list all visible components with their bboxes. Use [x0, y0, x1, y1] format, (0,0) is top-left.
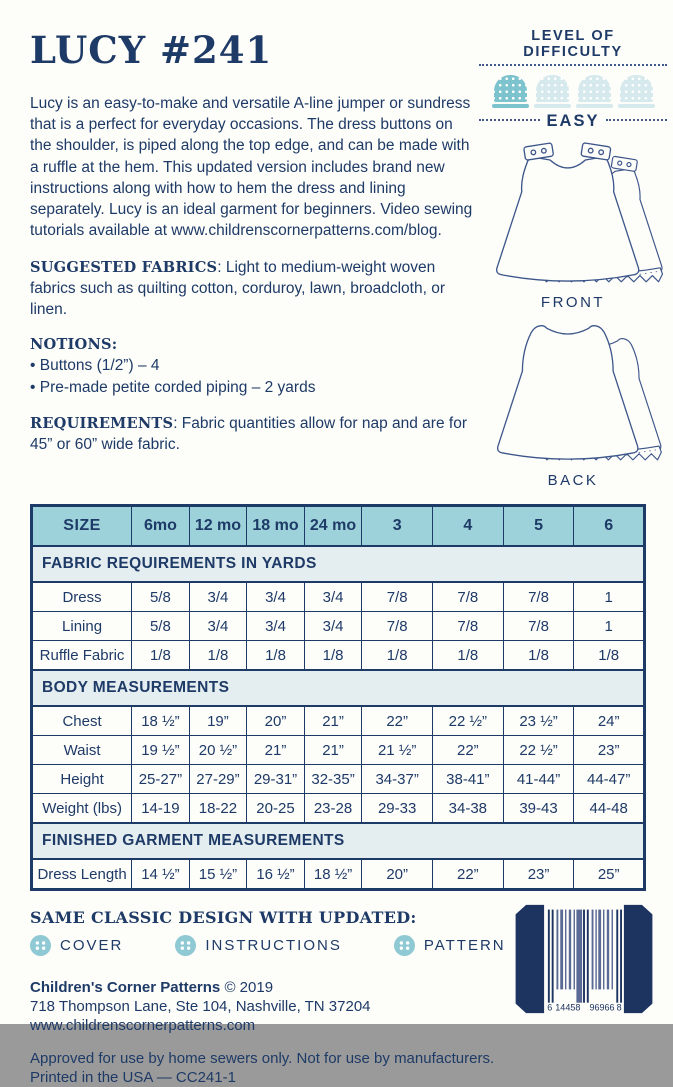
- thimble-icon: [578, 75, 611, 102]
- requirements-block: [30, 413, 473, 455]
- table-row: [32, 859, 645, 890]
- row-label: Chest: [32, 706, 132, 736]
- pattern-description: Lucy is an easy-to-make and versatile A-line jumper or sundress that is a perfect for everyday occasions. The dress buttons on the shoulder, is piped along the top edge, and can be made with a ruffle at the hem. This updated version includes brand new instructions along with how to hem the dress and lining separately. Lucy is an ideal garment for beginners. Video sewing tutorials available at www.childrenscornerpatterns.com/blog.: [30, 95, 473, 240]
- table-cell: 41-44”: [503, 765, 574, 794]
- table-cell: 15 ½”: [189, 859, 247, 890]
- table-cell: 18 ½”: [132, 706, 190, 736]
- row-label: Ruffle Fabric: [32, 641, 132, 671]
- updated-item-label: COVER: [60, 937, 124, 954]
- table-cell: 20 ½”: [189, 736, 247, 765]
- barcode-digits-right: 96966: [589, 1002, 615, 1013]
- col-header: 6mo: [132, 506, 190, 547]
- table-cell: 20-25: [247, 794, 305, 824]
- suggested-fabrics-label: SUGGESTED FABRICS: [30, 258, 218, 276]
- table-cell: 29-33: [362, 794, 433, 824]
- section-row: [32, 546, 645, 582]
- legal-block: [30, 1049, 500, 1087]
- updated-item-instructions: [175, 935, 342, 956]
- size-header-row: [32, 506, 645, 547]
- barcode-digit-lead: 6: [547, 1002, 553, 1013]
- table-cell: 7/8: [433, 612, 504, 641]
- table-cell: 1/8: [132, 641, 190, 671]
- button-icon: [30, 935, 51, 956]
- section-row: [32, 670, 645, 706]
- table-cell: 21”: [304, 736, 362, 765]
- page-title: LUCY #241: [30, 28, 273, 72]
- table-cell: 44-48: [574, 794, 645, 824]
- table-cell: 14-19: [132, 794, 190, 824]
- publisher-address: 718 Thompson Lane, Ste 104, Nashville, TN 37204: [30, 998, 371, 1016]
- text-column: [30, 24, 473, 489]
- thimble-icon: [620, 75, 653, 102]
- difficulty-level: EASY: [546, 112, 600, 130]
- row-label: Height: [32, 765, 132, 794]
- table-cell: 22 ½”: [503, 736, 574, 765]
- notion-item: • Pre-made petite corded piping – 2 yards: [30, 378, 316, 396]
- table-cell: 3/4: [304, 612, 362, 641]
- col-header-size: SIZE: [32, 506, 132, 547]
- difficulty-thimbles: [479, 75, 667, 102]
- copyright: © 2019: [224, 979, 274, 996]
- table-cell: 25-27”: [132, 765, 190, 794]
- table-cell: 34-38: [433, 794, 504, 824]
- table-cell: 23”: [503, 859, 574, 890]
- table-cell: 7/8: [503, 582, 574, 612]
- table-cell: 3/4: [247, 582, 305, 612]
- size-table: [30, 504, 646, 891]
- updated-item-label: INSTRUCTIONS: [205, 937, 342, 954]
- publisher-line: [30, 978, 500, 997]
- back-view-label: BACK: [547, 472, 599, 489]
- publisher-website: www.childrenscornerpatterns.com: [30, 1017, 256, 1035]
- table-cell: 5/8: [132, 582, 190, 612]
- row-label: Dress: [32, 582, 132, 612]
- table-cell: 22”: [433, 736, 504, 765]
- table-cell: 25”: [574, 859, 645, 890]
- table-cell: 22”: [433, 859, 504, 890]
- table-cell: 23”: [574, 736, 645, 765]
- table-row: [32, 794, 645, 824]
- table-cell: 14 ½”: [132, 859, 190, 890]
- table-cell: 16 ½”: [247, 859, 305, 890]
- barcode-spool: [508, 902, 660, 1016]
- table-cell: 19”: [189, 706, 247, 736]
- row-label: Waist: [32, 736, 132, 765]
- table-cell: 7/8: [503, 612, 574, 641]
- col-header: 3: [362, 506, 433, 547]
- table-cell: 21 ½”: [362, 736, 433, 765]
- publisher-name: Children's Corner Patterns: [30, 979, 221, 996]
- table-cell: 1/8: [247, 641, 305, 671]
- col-header: 24 mo: [304, 506, 362, 547]
- row-label: Weight (lbs): [32, 794, 132, 824]
- col-header: 4: [433, 506, 504, 547]
- table-cell: 38-41”: [433, 765, 504, 794]
- table-cell: 34-37”: [362, 765, 433, 794]
- notions-block: [30, 335, 473, 397]
- table-cell: 1/8: [362, 641, 433, 671]
- updated-item-pattern: [394, 935, 506, 956]
- table-cell: 20”: [247, 706, 305, 736]
- footer: [30, 978, 500, 1087]
- printed-line: Printed in the USA — CC241-1: [30, 1068, 236, 1086]
- notions-label: NOTIONS:: [30, 336, 118, 354]
- requirements-label: REQUIREMENTS: [30, 414, 174, 432]
- table-cell: 3/4: [189, 582, 247, 612]
- table-row: [32, 641, 645, 671]
- table-cell: 32-35”: [304, 765, 362, 794]
- section-row: [32, 823, 645, 859]
- table-cell: 18-22: [189, 794, 247, 824]
- table-cell: 3/4: [189, 612, 247, 641]
- table-cell: 27-29”: [189, 765, 247, 794]
- table-cell: 1/8: [574, 641, 645, 671]
- top-section: [30, 24, 646, 489]
- dotted-divider: [606, 119, 667, 121]
- table-cell: 22”: [362, 706, 433, 736]
- updated-heading: SAME CLASSIC DESIGN WITH UPDATED:: [30, 908, 417, 927]
- table-cell: 3/4: [247, 612, 305, 641]
- barcode-digits-left: 14458: [555, 1002, 581, 1013]
- table-cell: 39-43: [503, 794, 574, 824]
- button-icon: [175, 935, 196, 956]
- dress-back-illustration: [479, 317, 667, 467]
- suggested-fabrics-block: [30, 257, 473, 321]
- disclaimer: Approved for use by home sewers only. Not for use by manufacturers.: [30, 1049, 495, 1067]
- section-title: FABRIC REQUIREMENTS IN YARDS: [32, 546, 645, 582]
- table-cell: 5/8: [132, 612, 190, 641]
- table-row: [32, 736, 645, 765]
- col-header: 18 mo: [247, 506, 305, 547]
- suggested-fabrics-text: : Light to medium-weight woven fabrics such as quilting cotton, corduroy, lawn, broadcloth, or linen.: [30, 258, 445, 319]
- dotted-divider: [479, 64, 667, 66]
- table-cell: 1: [574, 612, 645, 641]
- table-cell: 1: [574, 582, 645, 612]
- section-title: FINISHED GARMENT MEASUREMENTS: [32, 823, 645, 859]
- button-icon: [394, 935, 415, 956]
- table-cell: 1/8: [433, 641, 504, 671]
- thimble-icon: [494, 75, 527, 102]
- front-view-label: FRONT: [540, 294, 606, 311]
- difficulty-title: LEVEL OF DIFFICULTY: [523, 28, 623, 60]
- table-row: [32, 582, 645, 612]
- row-label: Lining: [32, 612, 132, 641]
- table-cell: 20”: [362, 859, 433, 890]
- table-row: [32, 706, 645, 736]
- dress-front-illustration: [479, 137, 667, 289]
- table-cell: 7/8: [362, 612, 433, 641]
- updated-item-label: PATTERN: [423, 937, 506, 954]
- col-header: 6: [574, 506, 645, 547]
- table-cell: 1/8: [503, 641, 574, 671]
- table-cell: 1/8: [304, 641, 362, 671]
- table-cell: 21”: [247, 736, 305, 765]
- back-view-figure: [479, 317, 667, 489]
- table-cell: 18 ½”: [304, 859, 362, 890]
- table-cell: 24”: [574, 706, 645, 736]
- illustration-column: [473, 24, 667, 489]
- table-cell: 7/8: [433, 582, 504, 612]
- table-row: [32, 612, 645, 641]
- table-cell: 23 ½”: [503, 706, 574, 736]
- table-cell: 44-47”: [574, 765, 645, 794]
- col-header: 5: [503, 506, 574, 547]
- difficulty-level-row: [479, 112, 667, 131]
- front-view-figure: [479, 137, 667, 311]
- table-cell: 1/8: [189, 641, 247, 671]
- col-header: 12 mo: [189, 506, 247, 547]
- table-cell: 7/8: [362, 582, 433, 612]
- barcode-digit-trail: 8: [616, 1002, 622, 1013]
- notion-item: • Buttons (1/2”) – 4: [30, 357, 160, 375]
- table-cell: 3/4: [304, 582, 362, 612]
- section-title: BODY MEASUREMENTS: [32, 670, 645, 706]
- table-cell: 23-28: [304, 794, 362, 824]
- table-cell: 22 ½”: [433, 706, 504, 736]
- updated-item-cover: [30, 935, 123, 956]
- table-cell: 21”: [304, 706, 362, 736]
- row-label: Dress Length: [32, 859, 132, 890]
- thimble-icon: [536, 75, 569, 102]
- table-cell: 29-31”: [247, 765, 305, 794]
- difficulty-box: [479, 28, 667, 131]
- dotted-divider: [479, 119, 540, 121]
- requirements-text: : Fabric quantities allow for nap and are for 45” or 60” wide fabric.: [30, 414, 467, 454]
- table-row: [32, 765, 645, 794]
- table-cell: 19 ½”: [132, 736, 190, 765]
